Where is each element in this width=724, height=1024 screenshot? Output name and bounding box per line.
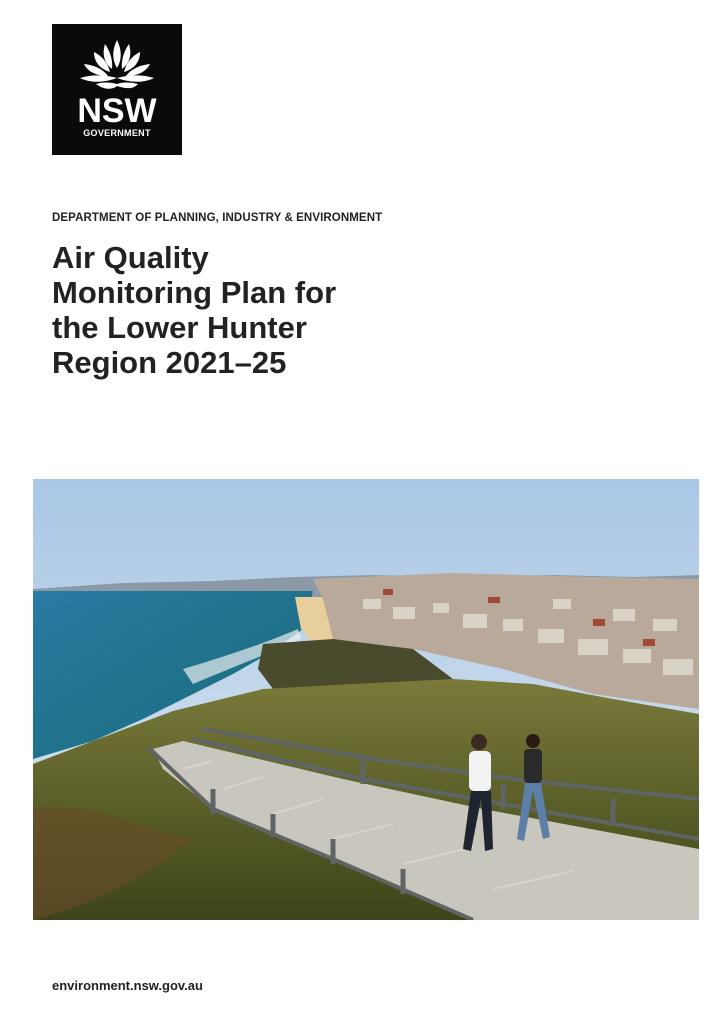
title-line: Region 2021–25 [52, 345, 287, 380]
coastal-walkway-photo [33, 479, 699, 920]
logo-subtitle: GOVERNMENT [83, 128, 151, 138]
waratah-icon [72, 38, 162, 94]
title-line: the Lower Hunter [52, 310, 307, 345]
title-line: Monitoring Plan for [52, 275, 337, 310]
nsw-government-logo [52, 24, 182, 155]
footer-url[interactable]: environment.nsw.gov.au [52, 978, 203, 993]
cover-photo [33, 479, 699, 920]
title-line: Air Quality [52, 240, 209, 275]
logo-wordmark: NSW [77, 92, 157, 130]
document-title [52, 240, 452, 380]
department-name: DEPARTMENT OF PLANNING, INDUSTRY & ENVIRONMENT [52, 212, 383, 224]
